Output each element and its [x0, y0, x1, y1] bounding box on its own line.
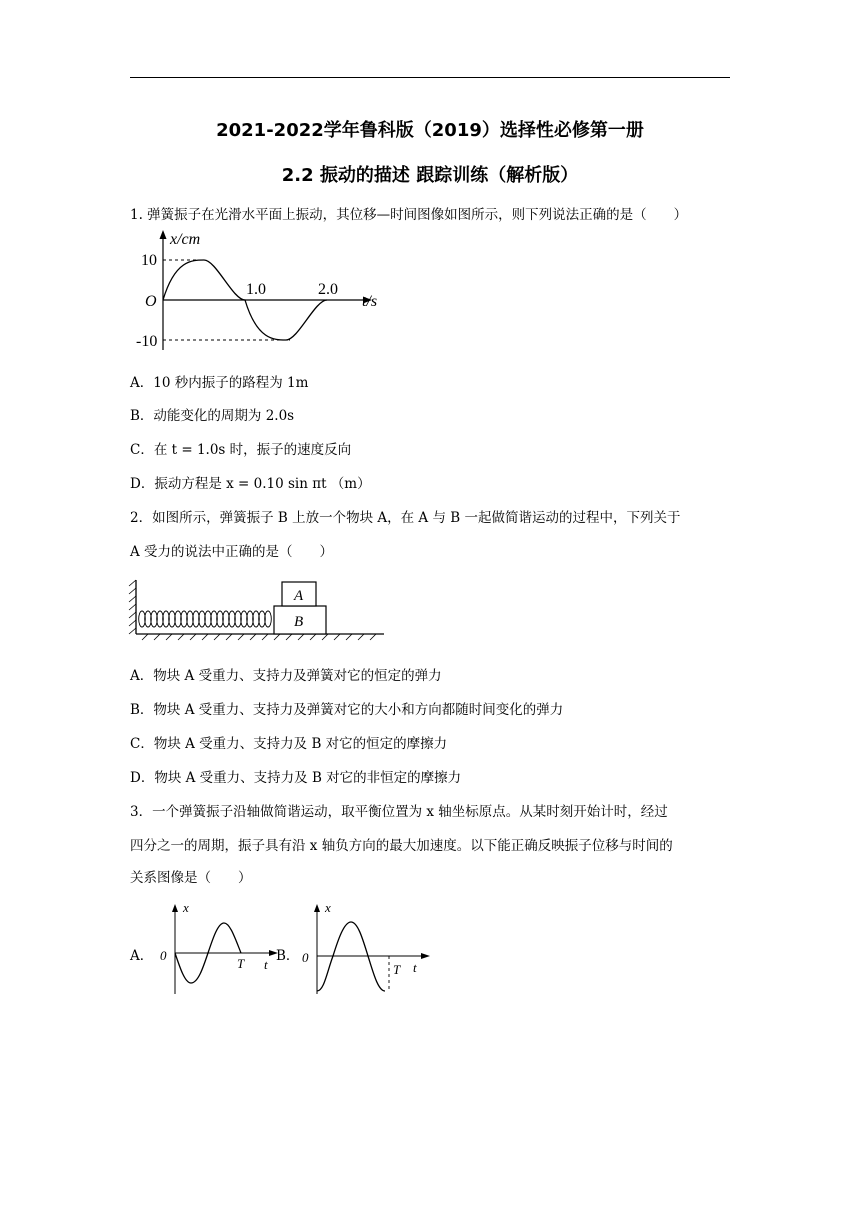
- x-axis-label: t/s: [362, 293, 378, 310]
- origin-label: 0: [160, 948, 167, 963]
- origin-label: 0: [302, 950, 309, 965]
- x-tick-2-label: 2.0: [318, 281, 338, 298]
- q1-option-d[interactable]: D．振动方程是 x = 0.10 sin πt （m）: [130, 476, 371, 492]
- x-label: t: [264, 957, 268, 972]
- q3-option-a-label[interactable]: A．: [130, 948, 154, 964]
- q2-stem-line2: A 受力的说法中正确的是（ ）: [130, 544, 334, 560]
- q2-option-a[interactable]: A．物块 A 受重力、支持力及弹簧对它的恒定的弹力: [130, 668, 442, 684]
- x-label: t: [413, 960, 417, 975]
- q1-option-a[interactable]: A．10 秒内振子的路程为 1m: [130, 375, 309, 391]
- q3-option-a-graph[interactable]: [155, 898, 280, 998]
- y-axis-arrow: [160, 230, 167, 239]
- q2-option-d[interactable]: D．物块 A 受重力、支持力及 B 对它的非恒定的摩擦力: [130, 770, 462, 786]
- y-axis-arrow: [172, 904, 178, 912]
- q1-option-c[interactable]: C．在 t = 1.0s 时，振子的速度反向: [130, 442, 352, 458]
- q3-stem-line1: 3．一个弹簧振子沿轴做简谐运动，取平衡位置为 x 轴坐标原点。从某时刻开始计时，经过: [130, 804, 668, 820]
- y-label: x: [325, 900, 331, 915]
- y-top-label: 10: [141, 252, 157, 269]
- period-label: T: [393, 962, 401, 977]
- q3-stem-line2: 四分之一的周期，振子具有沿 x 轴负方向的最大加速度。以下能正确反映振子位移与时间的: [130, 838, 673, 854]
- spring: [139, 611, 272, 627]
- wall-hatching: [129, 580, 136, 634]
- q1-option-b[interactable]: B．动能变化的周期为 2.0s: [130, 408, 295, 424]
- q3-option-b-label[interactable]: B．: [276, 948, 300, 964]
- q2-option-c[interactable]: C．物块 A 受重力、支持力及 B 对它的恒定的摩擦力: [130, 736, 448, 752]
- block-b-label: B: [294, 614, 304, 630]
- floor-hatching: [142, 634, 376, 640]
- x-axis-arrow: [421, 953, 430, 959]
- origin-label: O: [145, 293, 157, 310]
- y-label: x: [183, 900, 189, 915]
- q2-stem-line1: 2．如图所示，弹簧振子 B 上放一个物块 A，在 A 与 B 一起做简谐运动的过程中，下列关于: [130, 510, 681, 526]
- header-rule: [130, 77, 730, 78]
- page-subtitle: 2.2 振动的描述 跟踪训练（解析版）: [281, 165, 579, 186]
- period-label: T: [237, 956, 245, 971]
- q3-option-b-graph[interactable]: [297, 898, 437, 998]
- page-title: 2021-2022学年鲁科版（2019）选择性必修第一册: [216, 120, 644, 141]
- q1-stem: 1. 弹簧振子在光滑水平面上振动，其位移—时间图像如图所示，则下列说法正确的是（ ）: [130, 207, 688, 223]
- y-axis-label: x/cm: [170, 231, 201, 248]
- q2-spring-block-diagram: [128, 576, 388, 644]
- q2-option-b[interactable]: B．物块 A 受重力、支持力及弹簧对它的大小和方向都随时间变化的弹力: [130, 702, 564, 718]
- y-axis-arrow: [314, 904, 320, 912]
- q3-stem-line3: 关系图像是（ ）: [130, 870, 252, 886]
- x-tick-1-label: 1.0: [246, 281, 266, 298]
- q1-displacement-time-graph: [130, 226, 390, 352]
- block-a-label: A: [294, 588, 304, 604]
- y-bottom-label: -10: [136, 333, 158, 350]
